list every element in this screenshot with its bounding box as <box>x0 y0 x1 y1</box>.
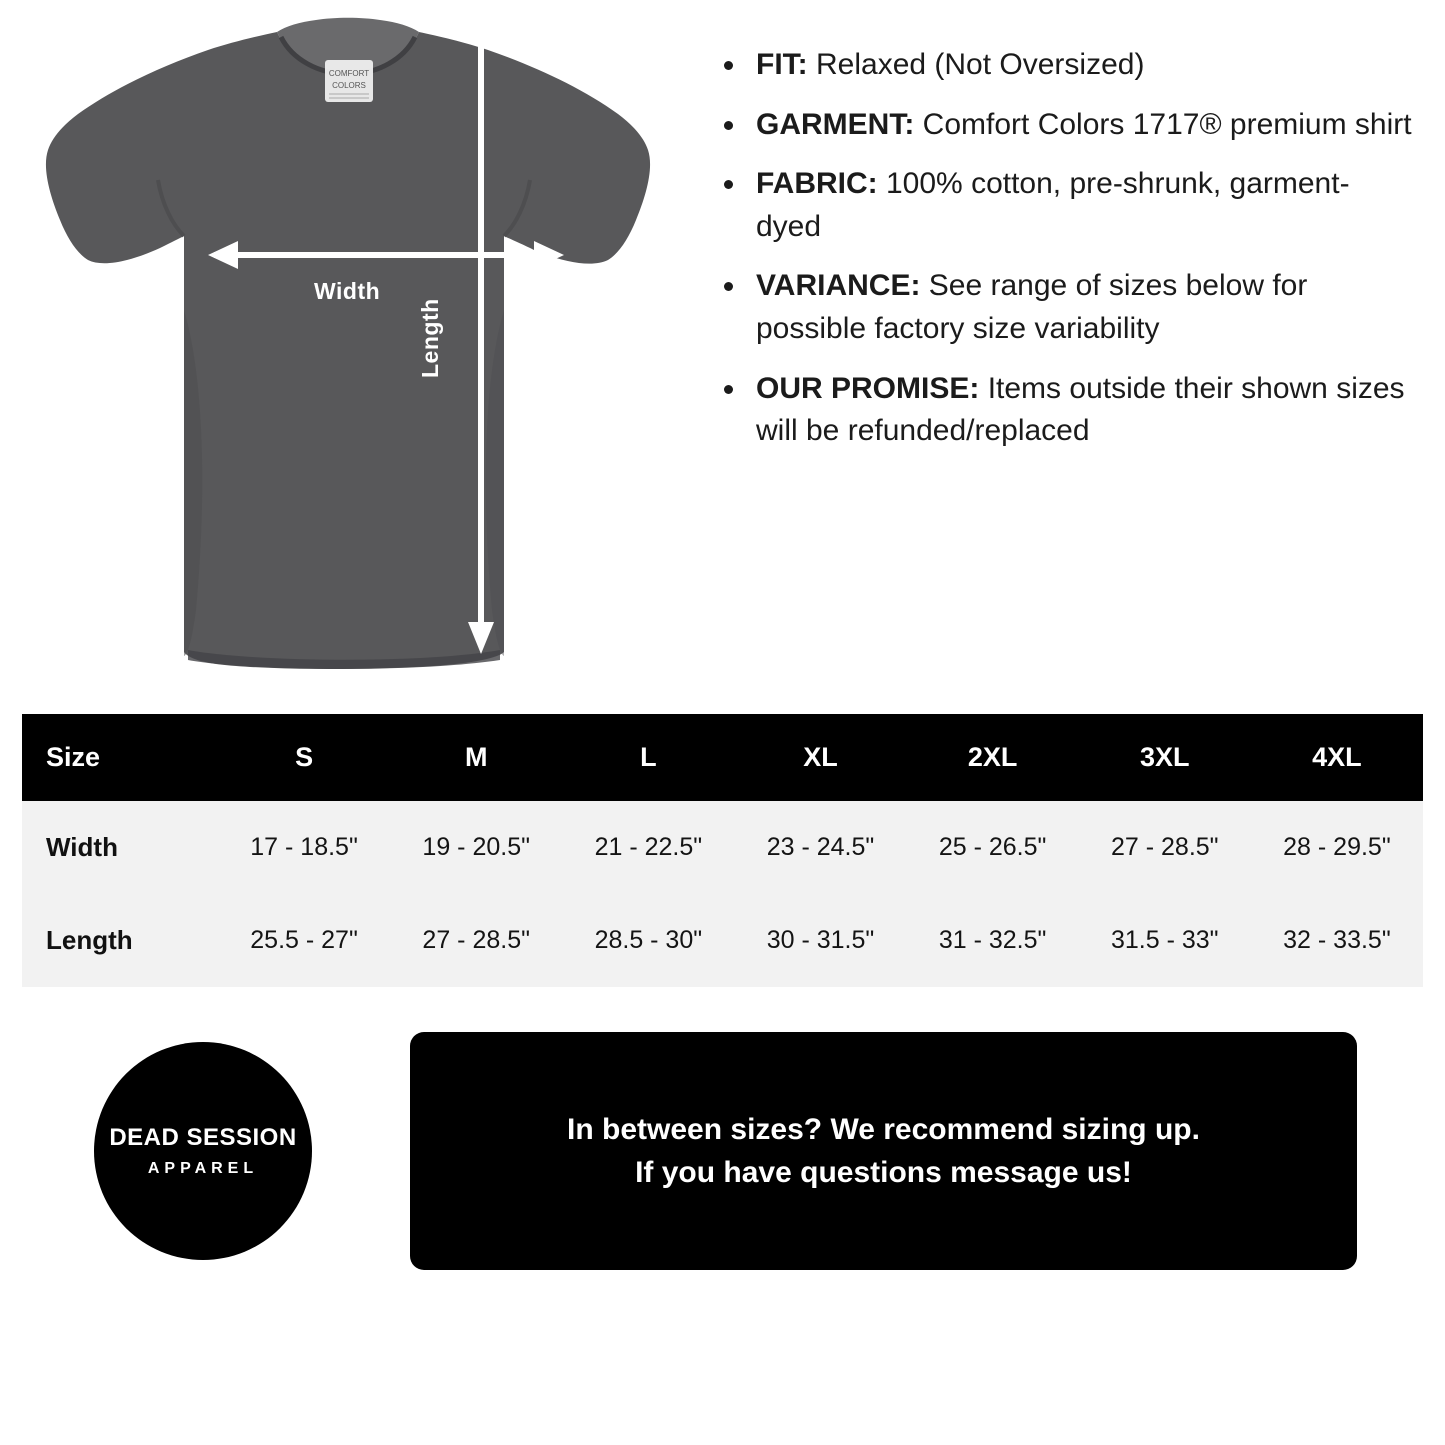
size-table-body <box>22 801 1423 987</box>
product-facts <box>682 10 1423 700</box>
size-table-head <box>22 714 1423 801</box>
column-header-2xl: 2XL <box>907 714 1079 801</box>
brand-subtitle: APPAREL <box>147 1160 259 1177</box>
column-header-size: Size <box>22 714 218 801</box>
cell-width-xl: 23 - 24.5" <box>766 833 875 861</box>
cell-width-4xl: 28 - 29.5" <box>1283 833 1391 861</box>
list-item <box>716 265 1413 350</box>
column-header-s: S <box>218 714 390 801</box>
table-row <box>22 894 1423 987</box>
fact-key: GARMENT: <box>756 107 915 141</box>
footer-section <box>22 1031 1423 1271</box>
list-item <box>716 44 1413 87</box>
fact-key: FIT: <box>756 48 808 81</box>
column-header-3xl: 3XL <box>1079 714 1251 801</box>
cell-length-4xl: 32 - 33.5" <box>1283 926 1391 954</box>
cell-width-m: 19 - 20.5" <box>422 833 530 861</box>
brand-name: DEAD SESSION <box>109 1124 297 1151</box>
fact-value: Relaxed (Not Oversized) <box>816 48 1145 81</box>
note-line-1: In between sizes? We recommend sizing up. <box>567 1112 1200 1146</box>
fact-key: OUR PROMISE: <box>756 371 980 405</box>
fact-value: Items outside their shown sizes will be refunded/replaced <box>756 371 1405 448</box>
table-header-row <box>22 714 1423 801</box>
table-row <box>22 801 1423 894</box>
list-item <box>716 368 1413 453</box>
column-header-l: L <box>562 714 734 801</box>
cell-width-2xl: 25 - 26.5" <box>938 833 1047 861</box>
cell-length-l: 28.5 - 30" <box>594 926 703 954</box>
fact-value: See range of sizes below for possible factory size variability <box>756 269 1308 345</box>
svg-text:COMFORT: COMFORT <box>328 69 370 78</box>
cell-width-s: 17 - 18.5" <box>250 833 358 861</box>
width-label: Width <box>314 278 381 304</box>
row-header-length: Length <box>46 925 133 955</box>
fact-key: FABRIC: <box>756 167 878 201</box>
cell-length-s: 25.5 - 27" <box>250 926 358 954</box>
brand-logo <box>94 1042 312 1260</box>
cell-length-m: 27 - 28.5" <box>422 926 530 954</box>
column-header-m: M <box>390 714 562 801</box>
note-line-2: If you have questions message us! <box>635 1156 1132 1189</box>
facts-list <box>716 44 1413 453</box>
row-header-width: Width <box>46 832 118 862</box>
cell-length-2xl: 31 - 32.5" <box>938 926 1047 954</box>
column-header-4xl: 4XL <box>1251 714 1423 801</box>
size-table-wrapper <box>22 714 1423 987</box>
cell-width-l: 21 - 22.5" <box>594 833 703 861</box>
shirt-diagram <box>22 10 682 690</box>
cell-length-3xl: 31.5 - 33" <box>1110 926 1219 954</box>
column-header-xl: XL <box>734 714 906 801</box>
length-label: Length <box>417 298 443 378</box>
svg-text:COLORS: COLORS <box>332 81 366 90</box>
tshirt-illustration <box>22 10 682 690</box>
size-table <box>22 714 1423 987</box>
cell-length-xl: 30 - 31.5" <box>766 926 875 954</box>
top-section <box>0 0 1445 700</box>
list-item <box>716 163 1413 248</box>
fact-key: VARIANCE: <box>756 269 921 303</box>
list-item <box>716 104 1413 147</box>
cell-width-3xl: 27 - 28.5" <box>1110 833 1219 861</box>
sizing-note <box>410 1032 1357 1270</box>
fact-value: Comfort Colors 1717® premium shirt <box>922 107 1412 141</box>
fact-value: 100% cotton, pre-shrunk, garment-dyed <box>756 167 1350 243</box>
